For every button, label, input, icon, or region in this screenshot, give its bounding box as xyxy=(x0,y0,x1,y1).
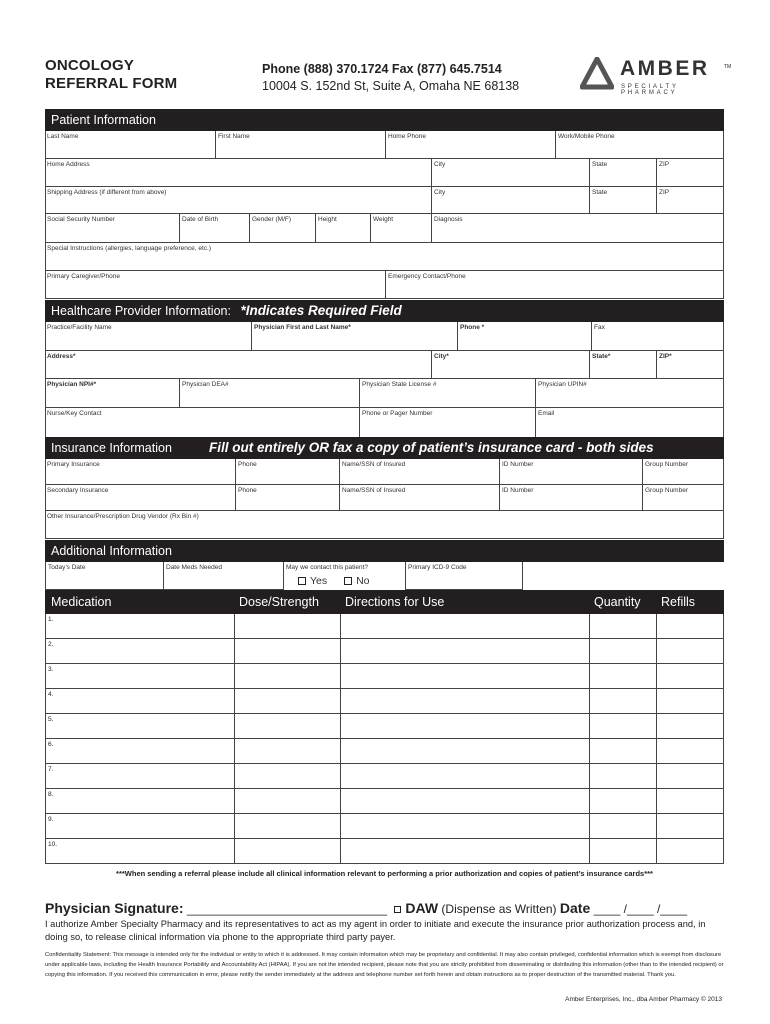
primary-group-field[interactable]: Group Number xyxy=(642,459,724,484)
copyright: Amber Enterprises, Inc., dba Amber Pharmacy © 2013 xyxy=(565,996,722,1003)
secondary-ins-phone-field[interactable]: Phone xyxy=(235,485,339,510)
nurse-contact-field[interactable]: Nurse/Key Contact xyxy=(47,410,102,417)
directions-cell[interactable] xyxy=(340,814,589,838)
row-number: 4. xyxy=(48,691,54,698)
caregiver-field[interactable]: Primary Caregiver/Phone xyxy=(47,273,120,280)
sig-blank[interactable]: ______________________________ xyxy=(186,902,388,916)
quantity-cell[interactable] xyxy=(589,814,656,838)
confidentiality-text: Confidentiality Statement: This message is intended only for the individual or entity to which it is addressed. It may contain information which may be proprietary and confidential. It may also contain privileged, confidential information which is exempt from disclosure under applicable laws, including the Health Insurance Portability and Accountability Act (HIPAA). If you are not the intended recipient, please note that you are strictly prohibited from disseminating or distributing this information (other than to the intended recipient) or copying this information. If you received this communication in error, please notify the sender immediately at the address and telephone number set forth herein and obtain instructions as to proper destruction of the transmitted material. Thank you. xyxy=(45,952,724,978)
dea-field[interactable]: Physician DEA# xyxy=(179,379,359,407)
shipping-zip-field[interactable]: ZIP xyxy=(656,187,724,213)
quantity-cell[interactable] xyxy=(589,689,656,713)
referral-note: ***When sending a referral please include all clinical information relevant to performing a prior authorization and copies of patient’s insurance cards*** xyxy=(116,869,653,878)
medication-row xyxy=(45,839,724,864)
dose-cell[interactable] xyxy=(234,739,340,763)
row-number: 8. xyxy=(48,791,54,798)
other-insurance-field[interactable]: Other Insurance/Prescription Drug Vendor (Rx Bin #) xyxy=(47,513,199,520)
quantity-cell[interactable] xyxy=(589,789,656,813)
refills-cell[interactable] xyxy=(656,739,724,763)
refills-cell[interactable] xyxy=(656,714,724,738)
daw-desc: (Dispense as Written) xyxy=(441,902,557,916)
directions-cell[interactable] xyxy=(340,714,589,738)
daw-checkbox[interactable] xyxy=(394,906,401,913)
refills-cell[interactable] xyxy=(656,664,724,688)
dose-cell[interactable] xyxy=(234,764,340,788)
medication-row xyxy=(45,764,724,789)
insurance-row-other xyxy=(45,511,724,539)
row-number: 7. xyxy=(48,766,54,773)
row-number: 2. xyxy=(48,641,54,648)
col-refills: Refills xyxy=(661,595,696,609)
shipping-city-field[interactable]: City xyxy=(431,187,589,213)
medication-row xyxy=(45,614,724,639)
phone-fax: Phone (888) 370.1724 Fax (877) 645.7514 xyxy=(262,62,502,76)
insurance-section-header xyxy=(45,437,724,459)
directions-cell[interactable] xyxy=(340,664,589,688)
refills-cell[interactable] xyxy=(656,789,724,813)
daw-label: DAW xyxy=(405,900,439,916)
weight-field[interactable]: Weight xyxy=(370,214,431,242)
quantity-cell[interactable] xyxy=(589,639,656,663)
insurance-note: Fill out entirely OR fax a copy of patient’s insurance card - both sides xyxy=(209,440,654,455)
icd-code-field[interactable]: Primary ICD-9 Code xyxy=(405,562,523,590)
contact-patient-label: May we contact this patient? xyxy=(286,564,369,571)
height-field[interactable]: Height xyxy=(315,214,370,242)
directions-cell[interactable] xyxy=(340,739,589,763)
quantity-cell[interactable] xyxy=(589,664,656,688)
insurance-section-title: Insurance Information xyxy=(51,441,172,455)
dose-cell[interactable] xyxy=(234,789,340,813)
insurance-row-secondary xyxy=(45,485,724,511)
special-instructions-field[interactable]: Special Instructions (allergies, language preference, etc.) xyxy=(47,245,212,252)
physician-name-field[interactable]: Physician First and Last Name* xyxy=(251,322,457,350)
upin-field[interactable]: Physician UPIN# xyxy=(535,379,724,407)
medication-row xyxy=(45,639,724,664)
provider-row-contact xyxy=(45,408,724,438)
email-field[interactable]: Email xyxy=(535,408,724,437)
ssn-field[interactable]: Social Security Number xyxy=(47,216,115,223)
secondary-id-field[interactable]: ID Number xyxy=(499,485,642,510)
home-phone-field[interactable]: Home Phone xyxy=(385,131,555,158)
patient-row-name xyxy=(45,131,724,159)
provider-address-field[interactable]: Address* xyxy=(47,353,76,360)
directions-cell[interactable] xyxy=(340,839,589,863)
col-medication: Medication xyxy=(51,595,112,609)
yes-label: Yes xyxy=(310,575,328,587)
address: 10004 S. 152nd St, Suite A, Omaha NE 68138 xyxy=(262,79,520,93)
shipping-address-field[interactable]: Shipping Address (if different from above) xyxy=(47,189,167,196)
provider-row-practice xyxy=(45,322,724,351)
dob-field[interactable]: Date of Birth xyxy=(179,214,249,242)
provider-city-field[interactable]: City* xyxy=(431,351,589,378)
patient-row-special xyxy=(45,243,724,271)
dose-cell[interactable] xyxy=(234,689,340,713)
col-quantity: Quantity xyxy=(594,595,641,609)
date-label: Date xyxy=(559,900,591,916)
diagnosis-field[interactable]: Diagnosis xyxy=(431,214,724,242)
dose-cell[interactable] xyxy=(234,839,340,863)
secondary-group-field[interactable]: Group Number xyxy=(642,485,724,510)
secondary-insured-name-field[interactable]: Name/SSN of Insured xyxy=(339,485,499,510)
row-number: 10. xyxy=(48,841,58,848)
refills-cell[interactable] xyxy=(656,839,724,863)
zip-field[interactable]: ZIP xyxy=(656,159,724,186)
medication-row xyxy=(45,789,724,814)
state-field[interactable]: State xyxy=(589,159,656,186)
dose-cell[interactable] xyxy=(234,814,340,838)
shipping-state-field[interactable]: State xyxy=(589,187,656,213)
refills-cell[interactable] xyxy=(656,764,724,788)
provider-state-field[interactable]: State* xyxy=(589,351,656,378)
no-label: No xyxy=(356,575,370,587)
quantity-cell[interactable] xyxy=(589,739,656,763)
city-field[interactable]: City xyxy=(431,159,589,186)
dose-cell[interactable] xyxy=(234,664,340,688)
quantity-cell[interactable] xyxy=(589,764,656,788)
medication-row xyxy=(45,689,724,714)
medication-row xyxy=(45,664,724,689)
quantity-cell[interactable] xyxy=(589,839,656,863)
quantity-cell[interactable] xyxy=(589,614,656,638)
npi-field[interactable]: Physician NPI#* xyxy=(47,381,97,388)
refills-cell[interactable] xyxy=(656,689,724,713)
row-number: 6. xyxy=(48,741,54,748)
col-directions: Directions for Use xyxy=(345,595,445,609)
quantity-cell[interactable] xyxy=(589,714,656,738)
primary-id-field[interactable]: ID Number xyxy=(499,459,642,484)
provider-row-ids xyxy=(45,379,724,408)
last-name-field[interactable]: Last Name xyxy=(47,133,79,140)
signature-line xyxy=(45,900,735,916)
provider-row-address xyxy=(45,351,724,379)
primary-insurance-field[interactable]: Primary Insurance xyxy=(47,461,100,468)
additional-section-title: Additional Information xyxy=(51,544,172,558)
secondary-insurance-field[interactable]: Secondary Insurance xyxy=(47,487,109,494)
practice-name-field[interactable]: Practice/Facility Name xyxy=(47,324,112,331)
dose-cell[interactable] xyxy=(234,614,340,638)
provider-section-title: Healthcare Provider Information: xyxy=(51,304,231,318)
dose-cell[interactable] xyxy=(234,714,340,738)
row-number: 1. xyxy=(48,616,54,623)
directions-cell[interactable] xyxy=(340,689,589,713)
refills-cell[interactable] xyxy=(656,814,724,838)
directions-cell[interactable] xyxy=(340,639,589,663)
amber-triangle-icon xyxy=(580,57,614,91)
medication-header xyxy=(45,590,724,614)
yes-checkbox[interactable] xyxy=(298,577,306,585)
patient-section-title: Patient Information xyxy=(51,113,156,127)
first-name-field[interactable]: First Name xyxy=(215,131,385,158)
row-number: 9. xyxy=(48,816,54,823)
dose-cell[interactable] xyxy=(234,639,340,663)
home-address-field[interactable]: Home Address xyxy=(47,161,90,168)
directions-cell[interactable] xyxy=(340,764,589,788)
additional-section-header xyxy=(45,540,724,562)
directions-cell[interactable] xyxy=(340,614,589,638)
gender-field[interactable]: Gender (M/F) xyxy=(249,214,315,242)
work-phone-field[interactable]: Work/Mobile Phone xyxy=(555,131,724,158)
patient-row-address xyxy=(45,159,724,187)
date-meds-needed-field[interactable]: Date Meds Needed xyxy=(163,562,283,590)
insurance-row-primary xyxy=(45,459,724,485)
form-title xyxy=(45,57,177,93)
pager-field[interactable]: Phone or Pager Number xyxy=(359,408,535,437)
medication-row xyxy=(45,814,724,839)
form-title-line2: REFERRAL FORM xyxy=(45,75,178,92)
logo-tm: TM xyxy=(724,64,732,70)
authorization-text: I authorize Amber Specialty Pharmacy and its representatives to act as my agent in order to initiate and execute the insurance prior authorization process and, in doing so, to release clinical information via phone to the appropriate third party payer. xyxy=(45,919,706,942)
additional-row xyxy=(45,562,724,590)
patient-row-details xyxy=(45,214,724,243)
col-dose: Dose/Strength xyxy=(239,595,319,609)
no-checkbox[interactable] xyxy=(344,577,352,585)
contact-patient-field xyxy=(283,562,405,590)
medication-row xyxy=(45,714,724,739)
row-number: 3. xyxy=(48,666,54,673)
provider-zip-field[interactable]: ZIP* xyxy=(656,351,724,378)
date-blank[interactable]: ____ /____ /____ xyxy=(593,902,688,916)
patient-row-contacts xyxy=(45,271,724,299)
primary-insured-name-field[interactable]: Name/SSN of Insured xyxy=(339,459,499,484)
form-title-line1: ONCOLOGY xyxy=(45,57,135,74)
sig-label: Physician Signature: xyxy=(45,900,184,916)
provider-phone-field[interactable]: Phone * xyxy=(457,322,591,350)
required-note: *Indicates Required Field xyxy=(240,303,402,318)
patient-section-header xyxy=(45,109,724,131)
logo-word: AMBER xyxy=(620,57,710,80)
primary-ins-phone-field[interactable]: Phone xyxy=(235,459,339,484)
directions-cell[interactable] xyxy=(340,789,589,813)
provider-fax-field[interactable]: Fax xyxy=(591,322,724,350)
todays-date-field[interactable]: Today’s Date xyxy=(45,562,163,590)
amber-logo xyxy=(580,57,730,97)
state-license-field[interactable]: Physician State License # xyxy=(359,379,535,407)
refills-cell[interactable] xyxy=(656,614,724,638)
logo-subtitle: SPECIALTY PHARMACY xyxy=(621,84,679,96)
provider-section-header xyxy=(45,300,724,322)
contact-info xyxy=(262,61,519,95)
medication-row xyxy=(45,739,724,764)
patient-row-shipping xyxy=(45,187,724,214)
emergency-contact-field[interactable]: Emergency Contact/Phone xyxy=(385,271,724,298)
refills-cell[interactable] xyxy=(656,639,724,663)
row-number: 5. xyxy=(48,716,54,723)
